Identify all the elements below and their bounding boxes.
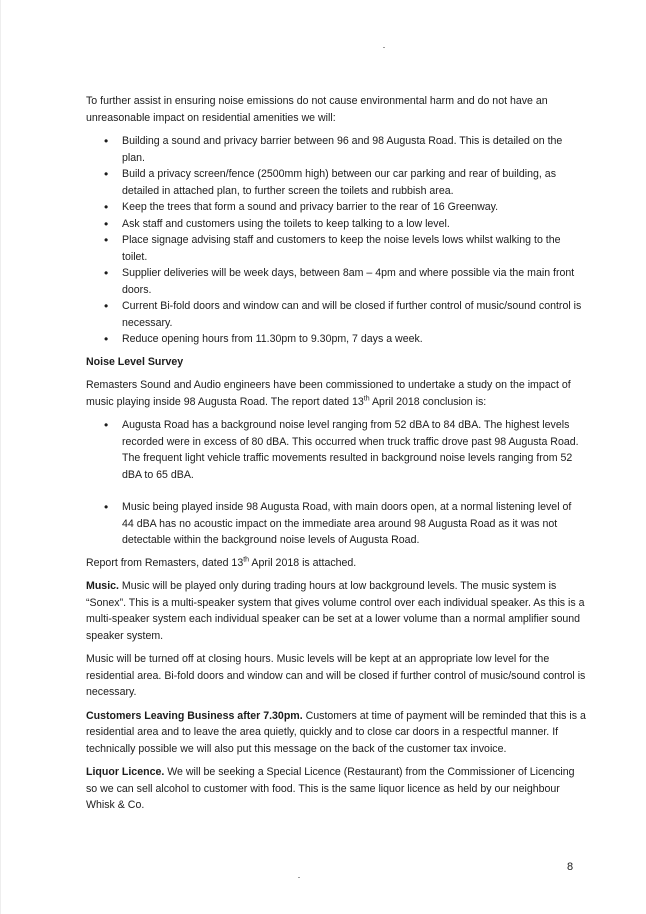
survey-intro-paragraph: [86, 377, 586, 410]
scan-edge: [0, 0, 1, 914]
liquor-text: We will be seeking a Special Licence (Restaurant) from the Commissioner of Licencing so we can sell alcohol to customer with food. This is the same liquor licence as held by our neighbour Whisk & Co.: [86, 766, 575, 811]
ordinal-suffix: th: [243, 555, 250, 563]
measure-item: • Supplier deliveries will be week days, between 8am – 4pm and where possible via the main front doors.: [122, 265, 586, 298]
measure-item: • Keep the trees that form a sound and privacy barrier to the rear of 16 Greenway.: [122, 199, 586, 216]
customers-paragraph: [86, 708, 586, 758]
page-content: [86, 93, 586, 821]
measures-list: [86, 133, 586, 348]
measure-item: • Ask staff and customers using the toilets to keep talking to a low level.: [122, 216, 586, 233]
customers-text: Customers at time of payment will be reminded that this is a residential area and to leave the area quietly, quickly and to close car doors in a respectful manner. If technically possible we will also put this message on the back of the customer tax invoice.: [86, 709, 586, 755]
report-attached-paragraph: [86, 555, 586, 572]
intro-paragraph: To further assist in ensuring noise emissions do not cause environmental harm and do not have an unreasonable impact on residential amenities we will:: [86, 95, 548, 124]
measure-item: • Build a privacy screen/fence (2500mm high) between our car parking and rear of building, as detailed in attached plan, to further screen the toilets and rubbish area.: [122, 166, 586, 199]
survey-finding-item: • Augusta Road has a background noise level ranging from 52 dBA to 84 dBA. The highest levels recorded were in excess of 80 dBA. This occurred when truck traffic drove past 98 Augusta Road. The frequent light vehicle traffic movements resulted in background noise levels ranging from 52 dBA to 65 dBA.: [122, 417, 586, 483]
measure-item: • Current Bi-fold doors and window can and will be closed if further control of music/sound control is necessary.: [122, 298, 586, 331]
survey-findings-list: [86, 417, 586, 549]
liquor-paragraph: [86, 764, 586, 814]
measure-item: • Building a sound and privacy barrier between 96 and 98 Augusta Road. This is detailed on the plan.: [122, 133, 586, 166]
survey-intro-text-end: April 2018 conclusion is:: [369, 395, 487, 408]
survey-intro-text: Remasters Sound and Audio engineers have been commissioned to undertake a study on the impact of music playing inside 98 Augusta Road. The report dated 13: [86, 379, 571, 408]
report-text-end: April 2018 is attached.: [249, 556, 357, 569]
liquor-label: Liquor Licence.: [86, 766, 165, 778]
customers-label: Customers Leaving Business after 7.30pm.: [86, 709, 303, 722]
report-text: Report from Remasters, dated 13: [86, 556, 244, 569]
music-label: Music.: [86, 580, 119, 592]
measure-item: • Place signage advising staff and customers to keep the noise levels lows whilst walking to the toilet.: [122, 232, 586, 265]
scan-speck: [383, 47, 385, 48]
music-text: Music will be played only during trading hours at low background levels. The music system is “Sonex”. This is a multi-speaker system that gives volume control over each individual speaker. As this is a multi-speaker system each individual speaker can be set at a lower volume than a normal amplifier sound speaker system.: [86, 580, 585, 642]
scan-speck: [298, 877, 300, 878]
music-paragraph: [86, 578, 586, 644]
music-closing-paragraph: Music will be turned off at closing hours. Music levels will be kept at an appropriate low level for the residential area. Bi-fold doors and window can and will be closed if further control of music/sound control is necessary.: [86, 653, 586, 698]
page-number: 8: [567, 861, 574, 873]
ordinal-suffix: th: [363, 394, 370, 402]
measure-item: • Reduce opening hours from 11.30pm to 9.30pm, 7 days a week.: [122, 331, 586, 348]
survey-finding-item: • Music being played inside 98 Augusta Road, with main doors open, at a normal listening level of 44 dBA has no acoustic impact on the immediate area around 98 Augusta Road as it was not detectable within the background noise levels of Augusta Road.: [122, 499, 586, 549]
noise-survey-heading: Noise Level Survey: [86, 355, 184, 368]
